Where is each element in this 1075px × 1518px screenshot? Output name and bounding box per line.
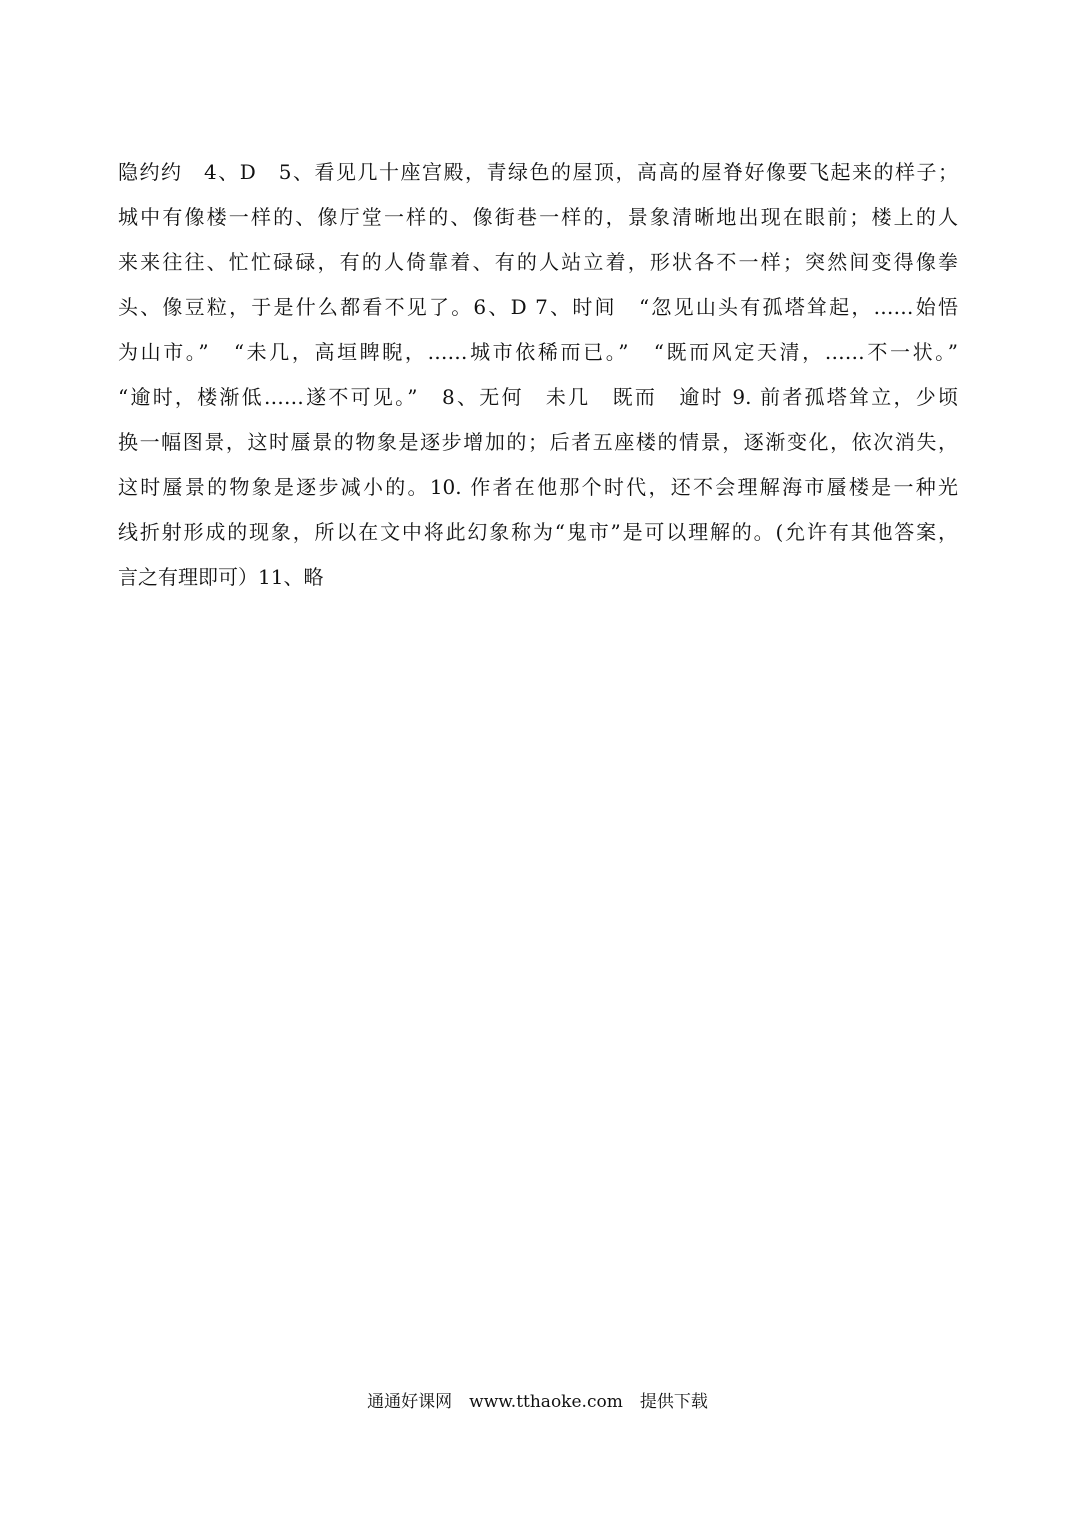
- text-line: “逾时，楼渐低……遂不可见。” 8、无何 未几 既而 逾时 9. 前者孤塔耸立，少顷: [118, 385, 958, 409]
- text-line: 为山市。” “未几，高垣睥睨，……城市依稀而已。” “既而风定天清，……不一状。”: [118, 340, 958, 364]
- text-line: 城中有像楼一样的、像厅堂一样的、像街巷一样的，景象清晰地出现在眼前；楼上的人: [118, 205, 958, 229]
- page-footer: 通通好课网 www.tthaoke.com 提供下载: [367, 1392, 708, 1412]
- text-line: 来来往往、忙忙碌碌，有的人倚靠着、有的人站立着，形状各不一样；突然间变得像拳: [118, 250, 958, 274]
- text-line: 隐约约 4、D 5、看见几十座宫殿，青绿色的屋顶，高高的屋脊好像要飞起来的样子；: [118, 160, 958, 184]
- text-line: 言之有理即可）11、略: [118, 565, 324, 589]
- answer-paragraph: [118, 150, 958, 600]
- text-line: 换一幅图景，这时蜃景的物象是逐步增加的；后者五座楼的情景，逐渐变化，依次消失，: [118, 430, 958, 454]
- text-line: 线折射形成的现象，所以在文中将此幻象称为“鬼市”是可以理解的。(允许有其他答案，: [118, 520, 958, 544]
- text-line: 头、像豆粒，于是什么都看不见了。6、D 7、时间 “忽见山头有孤塔耸起，……始悟: [118, 295, 958, 319]
- text-line: 这时蜃景的物象是逐步减小的。10. 作者在他那个时代，还不会理解海市蜃楼是一种光: [118, 475, 958, 499]
